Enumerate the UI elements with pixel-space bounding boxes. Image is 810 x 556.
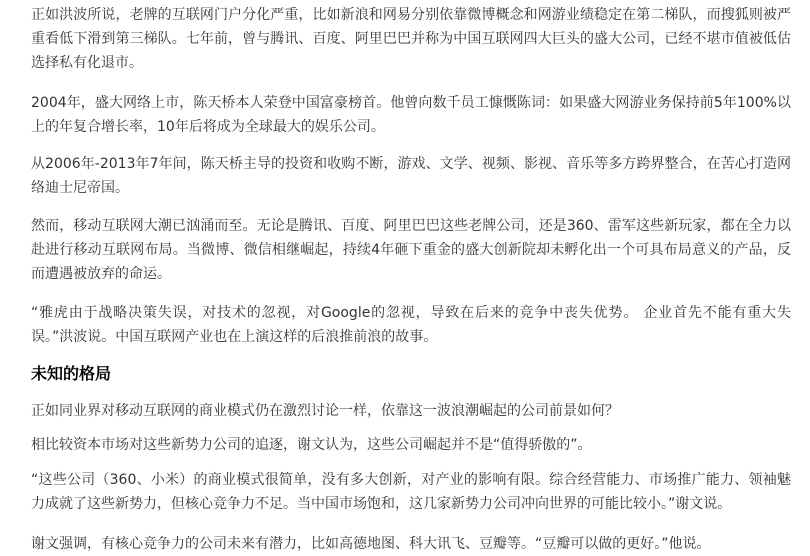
paragraph-xiewen-quote: “这些公司（360、小米）的商业模式很简单，没有多大创新，对产业的影响有限。综合经营能力、市场推广能力、领袖魅力成就了这些新势力，但核心竞争力不足。当中国市场饱和，这几家新势力公司冲向世界的可能比较小。”谢文说。: [31, 472, 791, 512]
paragraph-business-model-question: 正如同业界对移动互联网的商业模式仍在激烈讨论一样，依靠这一波浪潮崛起的公司前景如何？: [31, 403, 619, 419]
paragraph-mobile-wave: 然而，移动互联网大潮已汹涌而至。无论是腾讯、百度、阿里巴巴这些老牌公司，还是360、雷军这些新玩家，都在全力以赴进行移动互联网布局。当微博、微信相继崛起，持续4年砸下重金的盛大创新院却未孵化出一个可具布局意义的产品，反而遭遇被放弃的命运。: [31, 218, 791, 282]
paragraph-shanda-ipo: 2004年，盛大网络上市，陈天桥本人荣登中国富豪榜首。他曾向数千员工慷慨陈词：如果盛大网游业务保持前5年100%以上的年复合增长率，10年后将成为全球最大的娱乐公司。: [31, 95, 791, 135]
paragraph-portal-split: 正如洪波所说，老牌的互联网门户分化严重，比如新浪和网易分别依靠微博概念和网游业绩稳定在第二梯队，而搜狐则被严重看低下滑到第三梯队。七年前，曾与腾讯、百度、阿里巴巴并称为中国互联网四大巨头的盛大公司，已经不堪市值被低估选择私有化退市。: [31, 7, 791, 71]
paragraph-core-competence: 谢文强调，有核心竞争力的公司未来有潜力，比如高德地图、科大讯飞、豆瓣等。“豆瓣可以做的更好。”他说。: [31, 536, 711, 552]
paragraph-yahoo-quote: “雅虎由于战略决策失误，对技术的忽视，对Google的忽视，导致在后来的竞争中丧失优势。 企业首先不能有重大失误。”洪波说。中国互联网产业也在上演这样的后浪推前浪的故事。: [31, 305, 791, 345]
paragraph-shanda-acquisitions: 从2006年-2013年7年间，陈天桥主导的投资和收购不断，游戏、文学、视频、影视、音乐等多方跨界整合，在苦心打造网络迪士尼帝国。: [31, 156, 791, 196]
section-heading: 未知的格局: [31, 364, 112, 383]
paragraph-xiewen-view: 相比较资本市场对这些新势力公司的追逐，谢文认为，这些公司崛起并不是“值得骄傲的”。: [31, 437, 592, 453]
